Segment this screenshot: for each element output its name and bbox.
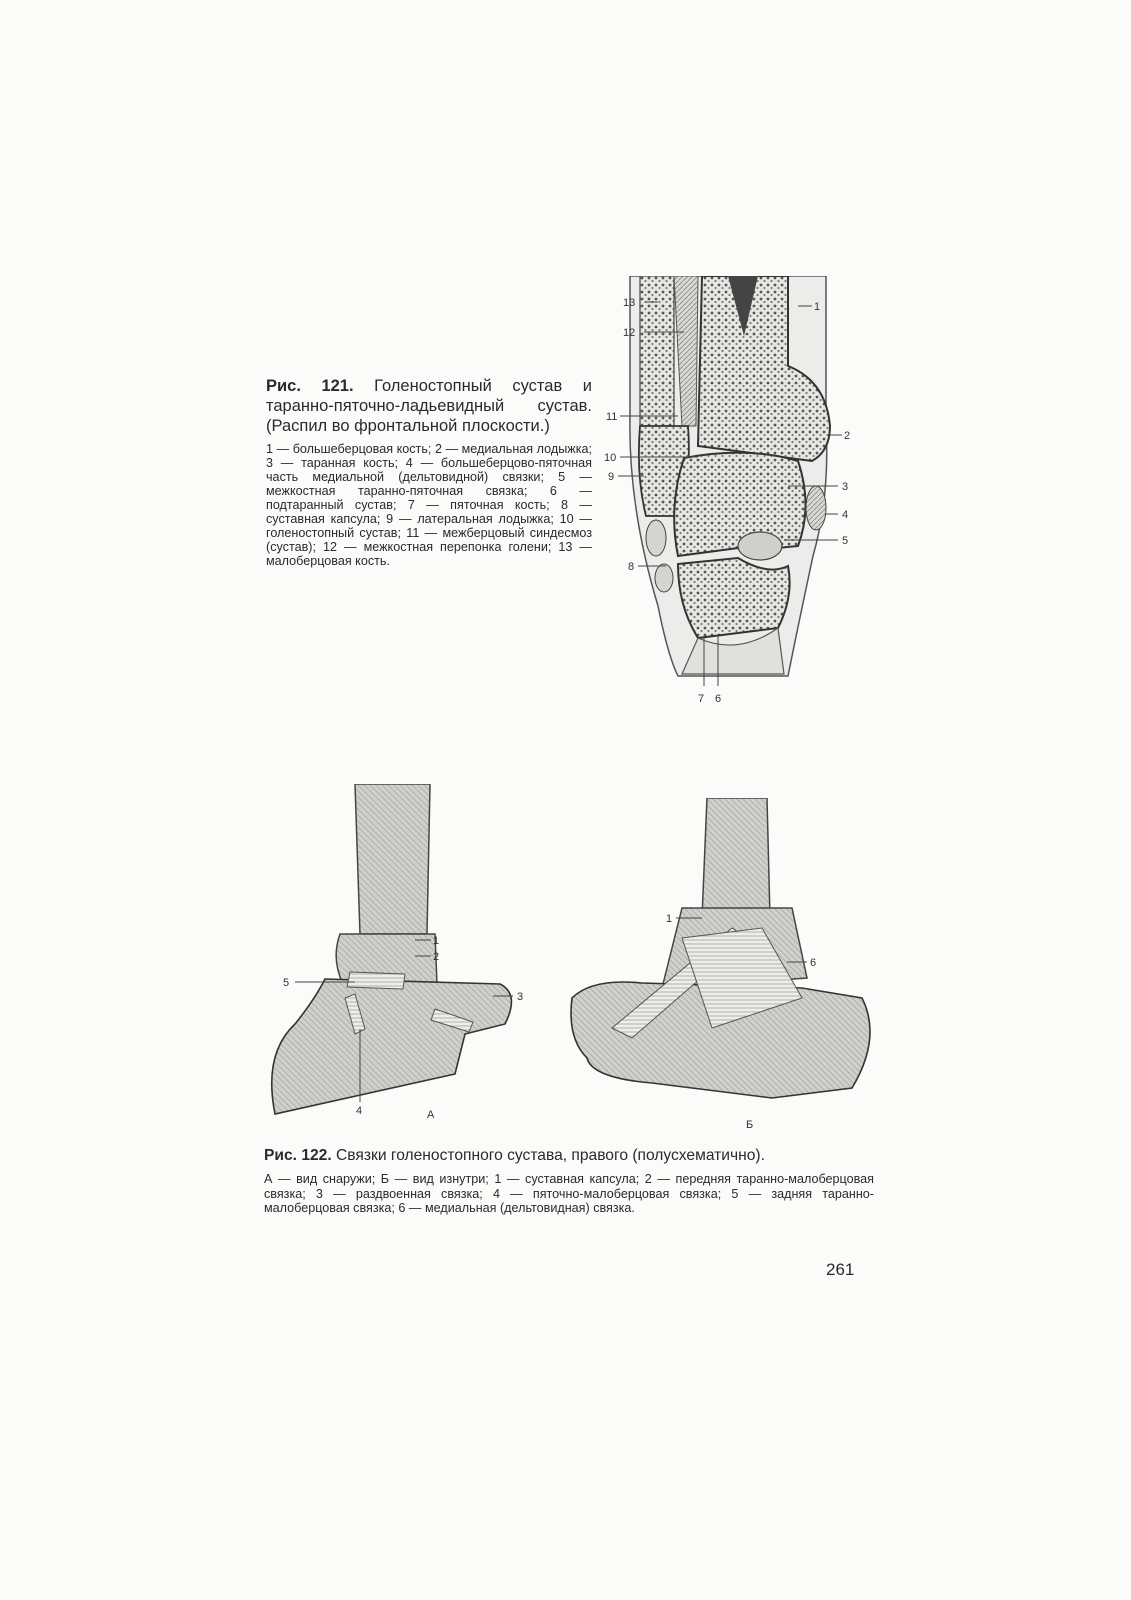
fig122b-illustration [562,798,882,1138]
fig121-label-3: 3 [842,481,849,493]
fig122a-illustration [255,784,545,1134]
fig121-label-12: 12 [623,327,636,339]
fig121-label-8: 8 [628,561,635,573]
fig121-label-7: 7 [698,693,705,705]
fig121-label-4: 4 [842,509,849,521]
fig122a-label-2: 2 [433,951,440,963]
fig121-legend: 1 — большеберцовая кость; 2 — медиальная лодыжка; 3 — таранная кость; 4 — большеберцово-пяточная часть медиальной (дельтовидной) связки; 5 — межкостная таранно-пяточная связка; 6 — подтаранный сустав; 7 — пяточная кость; 8 — суставная капсула; 9 — латеральная лодыжка; 10 — голеностопный сустав; 11 — межберцовый синдесмоз (сустав); 12 — межкостная перепонка голени; 13 — малоберцовая кость. [266,442,592,568]
fig121-label-1: 1 [814,301,821,313]
fig121-title: Голеностопный сустав и таранно-пяточно-ладьевидный сустав. (Распил во фронтальной плоскости.) [266,377,592,435]
fig122b-view-label: Б [746,1119,754,1131]
fig121-number: Рис. 121. [266,377,354,395]
fig122a-label-4: 4 [356,1105,363,1117]
fig121-label-2: 2 [844,430,851,442]
fig121-label-6: 6 [715,693,722,705]
fig121-label-10: 10 [604,452,617,464]
fig122a-view-label: А [427,1109,435,1121]
fig121-illustration [598,276,868,716]
fig122-legend: А — вид снаружи; Б — вид изнутри; 1 — суставная капсула; 2 — передняя таранно-малоберцовая связка; 3 — раздвоенная связка; 4 — пяточно-малоберцовая связка; 5 — задняя таранно-малоберцовая связка; 6 — медиальная (дельтовидная) связка. [264,1172,874,1215]
fig122-number: Рис. 122. [264,1147,332,1164]
fig122-caption [264,1146,874,1216]
fig121-label-5: 5 [842,535,849,547]
page-number: 261 [826,1260,855,1279]
fig121-caption [266,376,592,568]
fig122-title: Связки голеностопного сустава, правого (полусхематично). [336,1147,765,1164]
fig122a-label-3: 3 [517,991,524,1003]
fig121-label-13: 13 [623,297,636,309]
fig122a-label-1: 1 [433,935,440,947]
fig121-label-11: 11 [606,411,618,423]
fig122b-label-6: 6 [810,957,817,969]
fig121-label-9: 9 [608,471,615,483]
fig122b-label-1: 1 [666,913,673,925]
fig122a-label-5: 5 [283,977,290,989]
